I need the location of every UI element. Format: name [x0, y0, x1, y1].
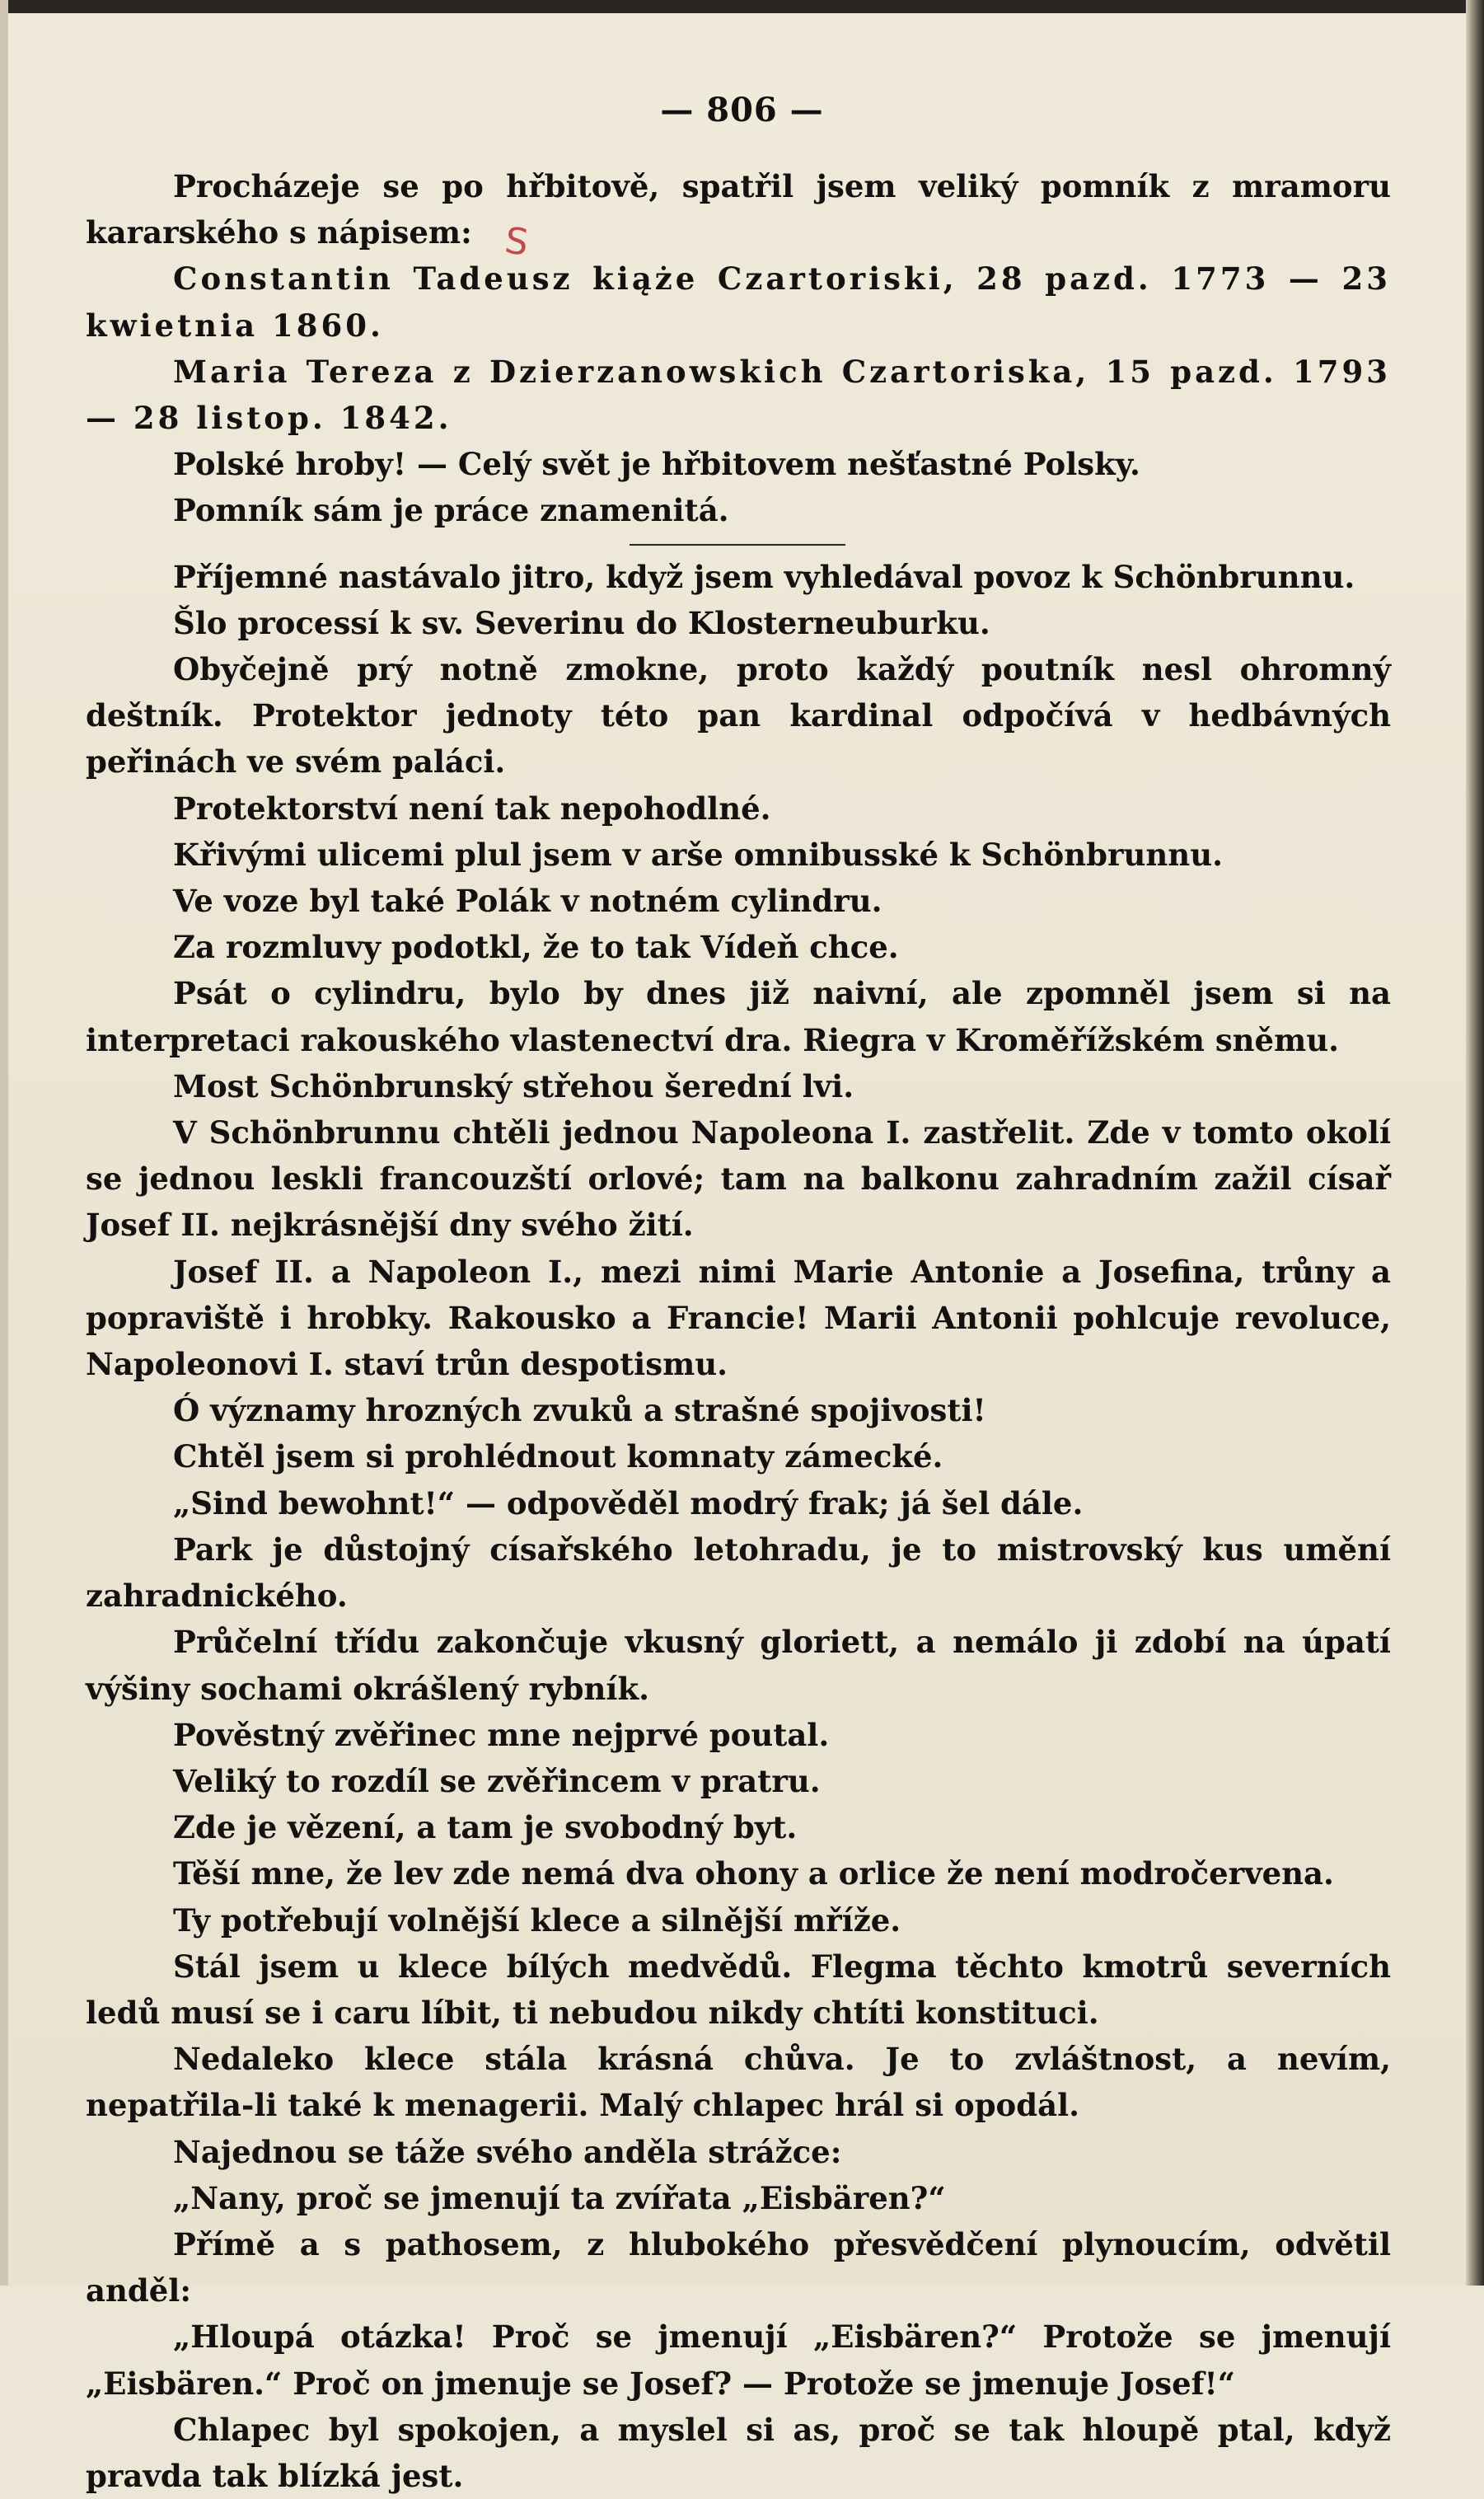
paragraph: Chtěl jsem si prohlédnout komnaty zámecké. — [173, 1438, 943, 1475]
section-divider — [630, 544, 845, 546]
paragraph: Psát o cylindru, bylo by dnes již naivní, ale zpomněl jsem si na interpretaci rakouského vlastenectví dra. Riegra v Kroměřížském sněmu. — [86, 975, 1391, 1058]
paragraph: Za rozmluvy podotkl, že to tak Vídeň chce. — [173, 929, 899, 966]
paragraph: Příjemné nastávalo jitro, když jsem vyhledával povoz k Schönbrunnu. — [173, 558, 1355, 595]
paragraph: „Sind bewohnt!“ — odpověděl modrý frak; já šel dále. — [173, 1484, 1084, 1521]
body-text — [86, 163, 1391, 2499]
paragraph: Pověstný zvěřinec mne nejprvé poutal. — [173, 1716, 830, 1753]
paragraph: Nedaleko klece stála krásná chůva. Je to zvláštnost, a nevím, nepatřila-li také k menagerii. Malý chlapec hrál si opodál. — [86, 2041, 1391, 2124]
paragraph: Park je důstojný císařského letohradu, je to mistrovský kus umění zahradnického. — [86, 1531, 1391, 1615]
paragraph: Procházeje se po hřbitově, spatřil jsem veliký pomník z mramoru kararského s nápisem: — [86, 168, 1391, 251]
paragraph: Průčelní třídu zakončuje vkusný gloriett, a nemálo ji zdobí na úpatí výšiny sochami okrášlený rybník. — [86, 1624, 1391, 1707]
inscription-line: Constantin Tadeusz kiąże Czartoriski, 28 pazd. 1773 — 23 kwietnia 1860. — [86, 260, 1391, 344]
page-number: — 806 — — [660, 91, 824, 129]
paragraph: Josef II. a Napoleon I., mezi nimi Marie Antonie a Josefina, trůny a popraviště i hrobky. Rakousko a Francie! Marii Antonii pohlcuje revoluce, Napoleonovi I. staví trůn despotismu. — [86, 1253, 1391, 1383]
paragraph: Šlo processí k sv. Severinu do Klosterneuburku. — [173, 604, 990, 641]
paragraph: Přímě a s pathosem, z hlubokého přesvědčení plynoucím, odvětil anděl: — [86, 2225, 1391, 2309]
paragraph: „Hloupá otázka! Proč se jmenují „Eisbären?“ Protože se jmenují „Eisbären.“ Proč on jmenuje se Josef? — Protože se jmenuje Josef!“ — [86, 2318, 1391, 2402]
paragraph: V Schönbrunnu chtěli jednou Napoleona I. zastřelit. Zde v tomto okolí se jednou leskli francouzští orlové; tam na balkonu zahradním zažil císař Josef II. nejkrásnější dny svého žití. — [86, 1114, 1391, 1244]
paragraph: Křivými ulicemi plul jsem v arše omnibusské k Schönbrunnu. — [173, 836, 1223, 873]
paragraph: Ó významy hrozných zvuků a strašné spojivosti! — [173, 1392, 986, 1429]
paragraph: Pomník sám je práce znamenitá. — [173, 492, 729, 529]
paragraph: Ve voze byl také Polák v notném cylindru. — [173, 883, 882, 920]
inscription-line: Maria Tereza z Dzierzanowskich Czartoriska, 15 pazd. 1793 — 28 listop. 1842. — [86, 353, 1391, 437]
paragraph: Zde je vězení, a tam je svobodný byt. — [173, 1809, 798, 1846]
paragraph: Těší mne, že lev zde nemá dva ohony a orlice že není modročervena. — [173, 1855, 1334, 1892]
paragraph: Protektorství není tak nepohodlné. — [173, 790, 771, 827]
paragraph: Najednou se táže svého anděla strážce: — [173, 2133, 842, 2170]
margin-annotation: S — [502, 219, 531, 265]
paragraph: Stál jsem u klece bílých medvědů. Flegma těchto kmotrů severních ledů musí se i caru líbit, ti nebudou nikdy chtíti konstituci. — [86, 1948, 1391, 2031]
scan-edge-top — [0, 0, 1484, 13]
scan-edge-right — [1466, 0, 1484, 2286]
paragraph: „Nany, proč se jmenují ta zvířata „Eisbären?“ — [173, 2179, 946, 2216]
paragraph: Polské hroby! — Celý svět je hřbitovem nešťastné Polsky. — [173, 446, 1140, 483]
paragraph: Obyčejně prý notně zmokne, proto každý poutník nesl ohromný deštník. Protektor jednoty této pan kardinal odpočívá v hedbávných peřinách ve svém paláci. — [86, 651, 1391, 781]
paragraph: Chlapec byl spokojen, a myslel si as, proč se tak hloupě ptal, když pravda tak blízká jest. — [86, 2411, 1391, 2494]
paragraph: Most Schönbrunský střehou šerední lvi. — [173, 1067, 854, 1104]
paragraph: Ty potřebují volnější klece a silnější mříže. — [173, 1901, 901, 1939]
paragraph: Veliký to rozdíl se zvěřincem v pratru. — [173, 1762, 821, 1799]
scan-edge-left — [0, 0, 8, 2286]
